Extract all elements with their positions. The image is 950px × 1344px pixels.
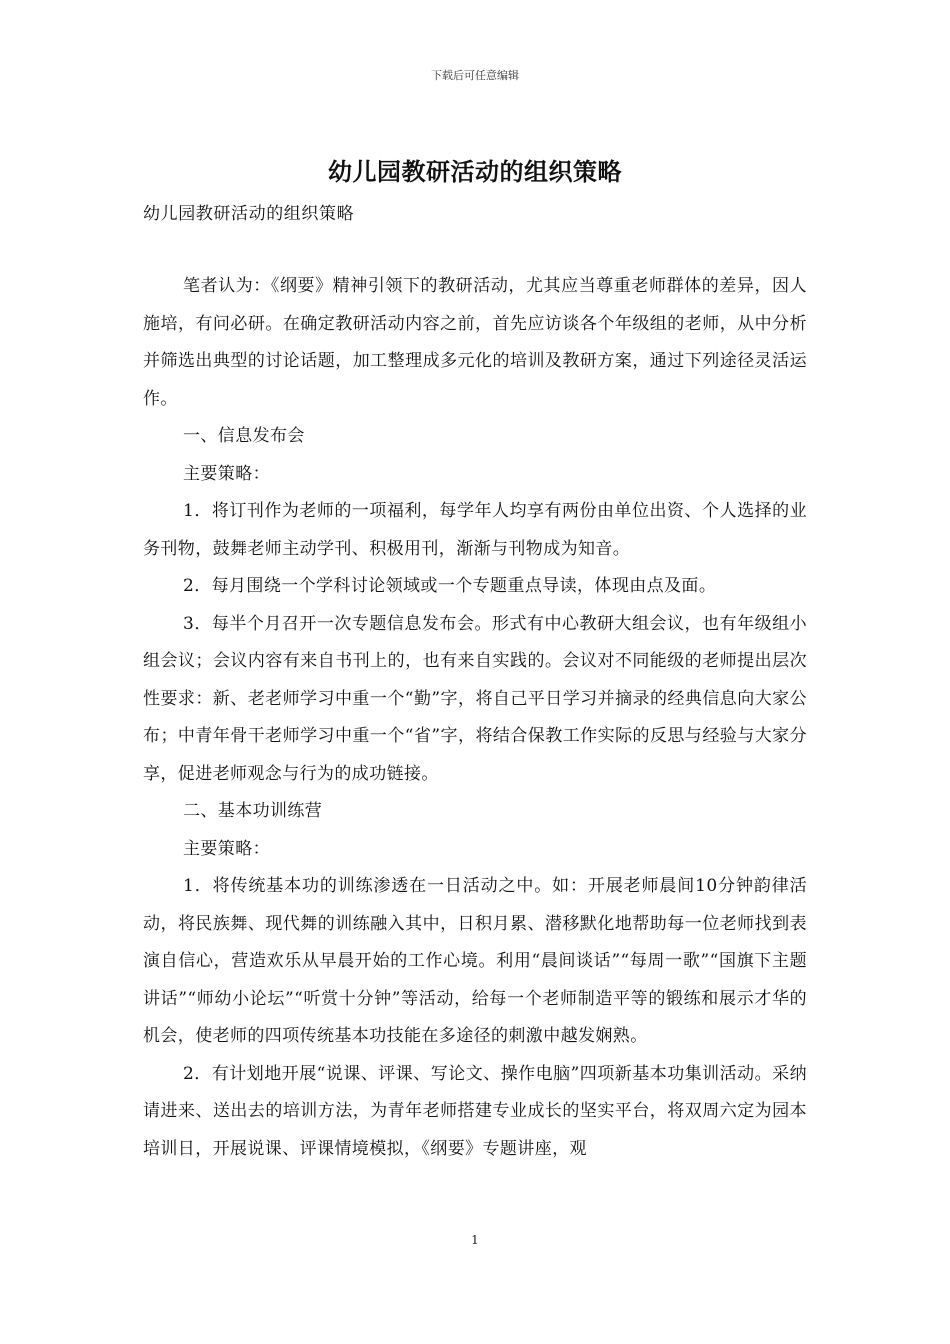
strategy-label: 主要策略： bbox=[183, 838, 270, 859]
paragraph-item: 1．将订刊作为老师的一项福利，每学年人均享有两份由单位出资、个人选择的业务刊物，鼓舞老师主动学刊、积极用刊，渐渐与刊物成为知音。 bbox=[143, 501, 807, 559]
document-title: 幼儿园教研活动的组织策略 bbox=[328, 157, 622, 186]
page-header-note: 下载后可任意编辑 bbox=[431, 69, 519, 82]
paragraph-item: 1．将传统基本功的训练渗透在一日活动之中。如：开展老师晨间10分钟韵律活动，将民族舞、现代舞的训练融入其中，日积月累、潜移默化地帮助每一位老师找到表演自信心，营造欢乐从早晨开始的工作心境。利用“晨间谈话”“每周一歌”“国旗下主题讲话”“师幼小论坛”“听赏十分钟”等活动，给每一个老师制造平等的锻练和展示才华的机会，使老师的四项传统基本功技能在多途径的刺激中越发娴熟。 bbox=[143, 876, 807, 1046]
strategy-label: 主要策略： bbox=[183, 463, 270, 484]
section-heading-info-release: 一、信息发布会 bbox=[183, 426, 305, 446]
document-body bbox=[143, 268, 807, 1168]
paragraph-item: 3．每半个月召开一次专题信息发布会。形式有中心教研大组会议，也有年级组小组会议；会议内容有来自书刊上的，也有来自实践的。会议对不同能级的老师提出层次性要求：新、老老师学习中重一个“勤”字，将自己平日学习并摘录的经典信息向大家公布；中青年骨干老师学习中重一个“省”字，将结合保教工作实际的反思与经验与大家分享，促进老师观念与行为的成功链接。 bbox=[143, 613, 807, 784]
section-heading-training-camp: 二、基本功训练营 bbox=[183, 801, 323, 821]
paragraph-item: 2．有计划地开展“说课、评课、写论文、操作电脑”四项新基本功集训活动。采纳请进来、送出去的培训方法，为青年老师搭建专业成长的坚实平台，将双周六定为园本培训日，开展说课、评课情境模拟，《纲要》专题讲座，观 bbox=[143, 1063, 807, 1159]
paragraph-item: 2．每月围绕一个学科讨论领域或一个专题重点导读，体现由点及面。 bbox=[183, 576, 717, 596]
paragraph-intro: 笔者认为：《纲要》精神引领下的教研活动，尤其应当尊重老师群体的差异，因人施培，有问必研。在确定教研活动内容之前，首先应访谈各个年级组的老师，从中分析并筛选出典型的讨论话题，加工整理成多元化的培训及教研方案，通过下列途径灵活运作。 bbox=[143, 276, 807, 409]
page-number: 1 bbox=[471, 1233, 479, 1247]
document-subtitle: 幼儿园教研活动的组织策略 bbox=[143, 204, 355, 224]
